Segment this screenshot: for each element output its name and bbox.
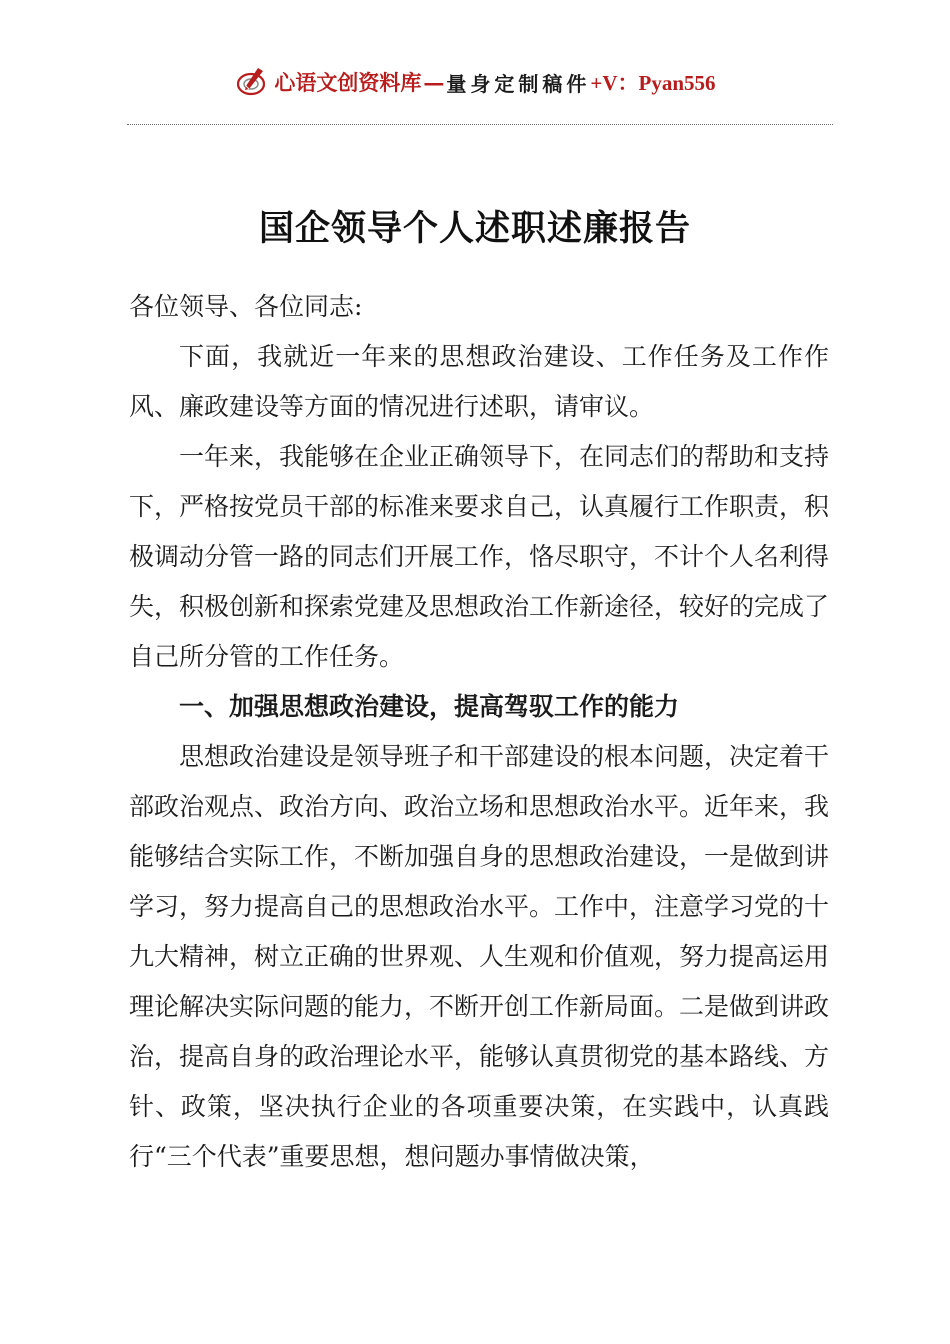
- page-header: [0, 62, 950, 102]
- document-body: [129, 282, 829, 1182]
- document-title: 国企领导个人述职述廉报告: [258, 208, 691, 250]
- section-heading: 一、加强思想政治建设，提高驾驭工作的能力: [179, 692, 680, 721]
- paragraph-summary: 一年来，我能够在企业正确领导下，在同志们的帮助和支持下，严格按党员干部的标准来要求自己，认真履行工作职责，积极调动分管一路的同志们开展工作，恪尽职守，不计个人名利得失，积极创新和探索党建及思想政治工作新途径，较好的完成了自己所分管的工作任务。: [129, 442, 830, 671]
- paragraph-intro: 下面，我就近一年来的思想政治建设、工作任务及工作作风、廉政建设等方面的情况进行述职，请审议。: [129, 342, 829, 421]
- brand-name: 心语文创资料库: [274, 71, 422, 95]
- header-slogan: 量身定制稿件: [446, 71, 591, 96]
- header-divider: [127, 124, 833, 125]
- quill-pen-icon: [234, 65, 268, 99]
- salutation: 各位领导、各位同志:: [129, 292, 363, 321]
- paragraph-section-1: 思想政治建设是领导班子和干部建设的根本问题，决定着干部政治观点、政治方向、政治立场和思想政治水平。近年来，我能够结合实际工作，不断加强自身的思想政治建设，一是做到讲学习，努力提高自己的思想政治水平。工作中，注意学习党的十九大精神，树立正确的世界观、人生观和价值观，努力提高运用理论解决实际问题的能力，不断开创工作新局面。二是做到讲政治，提高自身的政治理论水平，能够认真贯彻党的基本路线、方针、政策，坚决执行企业的各项重要决策，在实践中，认真践行“三个代表”重要思想，想问题办事情做决策，: [129, 742, 830, 1171]
- header-dash: —: [423, 69, 445, 95]
- header-contact: +V：Pyan556: [590, 71, 716, 95]
